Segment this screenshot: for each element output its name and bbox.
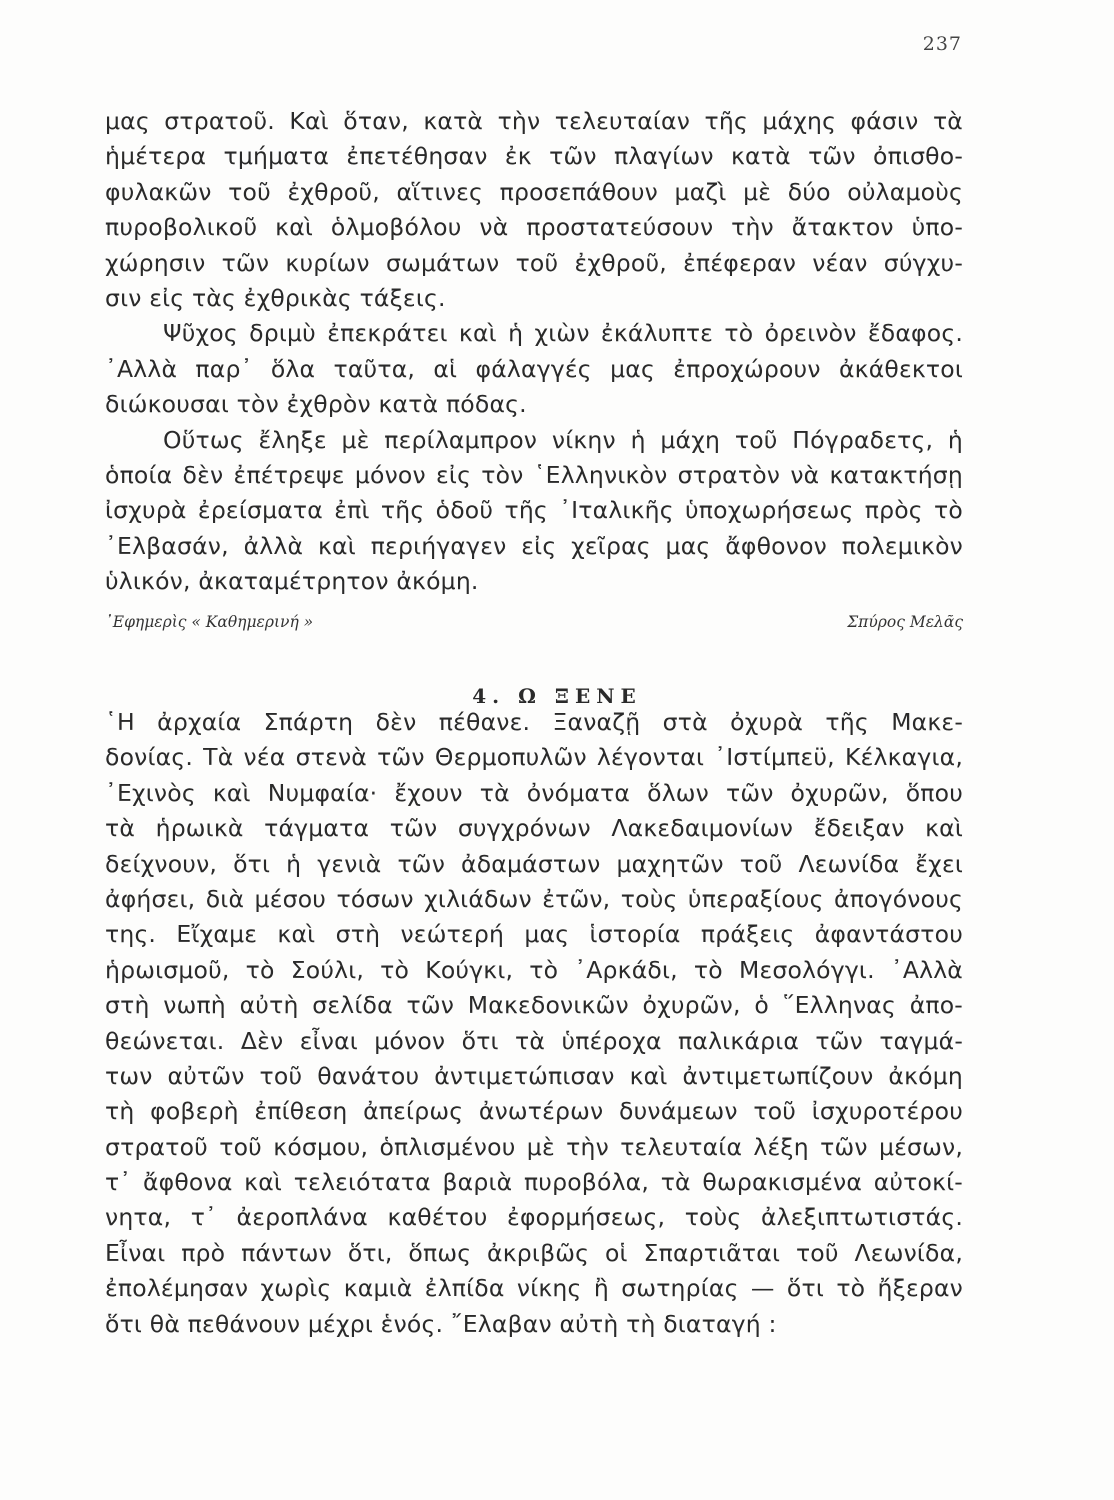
text-line: ᾿Εχινὸς καὶ Νυμφαία· ἔχουν τὰ ὀνόματα ὅλων τῶν ὀχυρῶν, ὅπου [105, 778, 963, 807]
text-line: Οὕτως ἔληξε μὲ περίλαμπρον νίκην ἡ μάχη τοῦ Πόγραδετς, ἡ [163, 425, 963, 454]
text-line: σιν εἰς τὰς ἐχθρικὰς τάξεις. [105, 283, 446, 312]
text-line: χώρησιν τῶν κυρίων σωμάτων τοῦ ἐχθροῦ, ἐπέφεραν νέαν σύγχυ- [105, 248, 963, 277]
text-line: στρατοῦ τοῦ κόσμου, ὁπλισμένου μὲ τὴν τελευταία λέξη τῶν μέσων, [105, 1132, 963, 1161]
text-line: ὅτι θὰ πεθάνουν μέχρι ἑνός. ῎Ελαβαν αὐτὴ τὴ διαταγή : [105, 1309, 777, 1338]
passage-battle-pogradec [105, 104, 963, 599]
text-line: τὰ ἡρωικὰ τάγματα τῶν συγχρόνων Λακεδαιμονίων ἔδειξαν καὶ [105, 814, 963, 843]
text-line: Εἶναι πρὸ πάντων ὅτι, ὅπως ἀκριβῶς οἱ Σπαρτιᾶται τοῦ Λεωνίδα, [105, 1238, 963, 1267]
text-line: δονίας. Τὰ νέα στενὰ τῶν Θερμοπυλῶν λέγονται ᾿Ιστίμπεϋ, Κέλκαγια, [105, 743, 963, 772]
text-line: διώκουσαι τὸν ἐχθρὸν κατὰ πόδας. [105, 390, 527, 419]
text-line: ᾿Αλλὰ παρ᾿ ὅλα ταῦτα, αἱ φάλαγγές μας ἐπροχώρουν ἀκάθεκτοι [105, 354, 963, 383]
passage-o-xene [105, 705, 963, 1342]
text-line: ἰσχυρὰ ἐρείσματα ἐπὶ τῆς ὁδοῦ τῆς ᾿Ιταλικῆς ὑποχωρήσεως πρὸς τὸ [105, 496, 963, 525]
text-line: ῾Η ἀρχαία Σπάρτη δὲν πέθανε. Ξαναζῇ στὰ ὀχυρὰ τῆς Μακε- [105, 708, 963, 736]
text-line: θεώνεται. Δὲν εἶναι μόνον ὅτι τὰ ὑπέροχα παλικάρια τῶν ταγμά- [105, 1026, 963, 1055]
text-line: ἡρωισμοῦ, τὸ Σούλι, τὸ Κούγκι, τὸ ᾿Αρκάδι, τὸ Μεσολόγγι. ᾿Αλλὰ [105, 955, 963, 984]
text-line: φυλακῶν τοῦ ἐχθροῦ, αἵτινες προσεπάθουν μαζὶ μὲ δύο οὐλαμοὺς [105, 177, 963, 206]
page-number: 237 [922, 33, 962, 55]
text-line: τὴ φοβερὴ ἐπίθεση ἀπείρως ἀνωτέρων δυνάμεων τοῦ ἰσχυροτέρου [105, 1097, 963, 1126]
text-line: των αὐτῶν τοῦ θανάτου ἀντιμετώπισαν καὶ ἀντιμετωπίζουν ἀκόμη [105, 1061, 963, 1090]
text-line: τ᾿ ἄφθονα καὶ τελειότατα βαριὰ πυροβόλα, τὰ θωρακισμένα αὐτοκί- [105, 1168, 963, 1197]
source-attribution [105, 613, 963, 639]
text-line: ὁποία δὲν ἐπέτρεψε μόνον εἰς τὸν ῾Ελληνικὸν στρατὸν νὰ κατακτήσῃ [105, 460, 963, 489]
text-line: της. Εἴχαμε καὶ στὴ νεώτερή μας ἱστορία πράξεις ἀφαντάστου [105, 920, 963, 949]
text-line: ἀφήσει, διὰ μέσου τόσων χιλιάδων ἐτῶν, τοὺς ὑπεραξίους ἀπογόνους [105, 884, 963, 913]
text-line: δείχνουν, ὅτι ἡ γενιὰ τῶν ἀδαμάστων μαχητῶν τοῦ Λεωνίδα ἔχει [105, 849, 963, 878]
text-line: μας στρατοῦ. Καὶ ὅταν, κατὰ τὴν τελευταίαν τῆς μάχης φάσιν τὰ [105, 107, 963, 135]
source-author: Σπύρος Μελᾶς [847, 613, 963, 631]
text-line: Ψῦχος δριμὺ ἐπεκράτει καὶ ἡ χιὼν ἐκάλυπτε τὸ ὀρεινὸν ἔδαφος. [163, 319, 963, 348]
text-line: ἡμέτερα τμήματα ἐπετέθησαν ἐκ τῶν πλαγίων κατὰ τῶν ὀπισθο- [105, 142, 963, 171]
text-line: στὴ νωπὴ αὐτὴ σελίδα τῶν Μακεδονικῶν ὀχυρῶν, ὁ ῞Ελληνας ἀπο- [105, 991, 963, 1020]
text-line: ᾿Ελβασάν, ἀλλὰ καὶ περιήγαγεν εἰς χεῖρας μας ἄφθονον πολεμικὸν [105, 531, 963, 560]
text-line: πυροβολικοῦ καὶ ὁλμοβόλου νὰ προστατεύσουν τὴν ἄτακτον ὑπο- [105, 213, 963, 242]
section-heading: 4. Ω ΞΕΝΕ [472, 684, 642, 708]
text-line: ὑλικόν, ἀκαταμέτρητον ἀκόμη. [105, 567, 479, 596]
text-line: ἐπολέμησαν χωρὶς καμιὰ ἐλπίδα νίκης ἢ σωτηρίας — ὅτι τὸ ἤξεραν [105, 1274, 963, 1303]
text-line: νητα, τ᾿ ἀεροπλάνα καθέτου ἐφορμήσεως, τοὺς ἀλεξιπτωτιστάς. [105, 1203, 963, 1232]
source-publication: ᾿Εφημερὶς « Καθημερινή » [105, 613, 314, 631]
